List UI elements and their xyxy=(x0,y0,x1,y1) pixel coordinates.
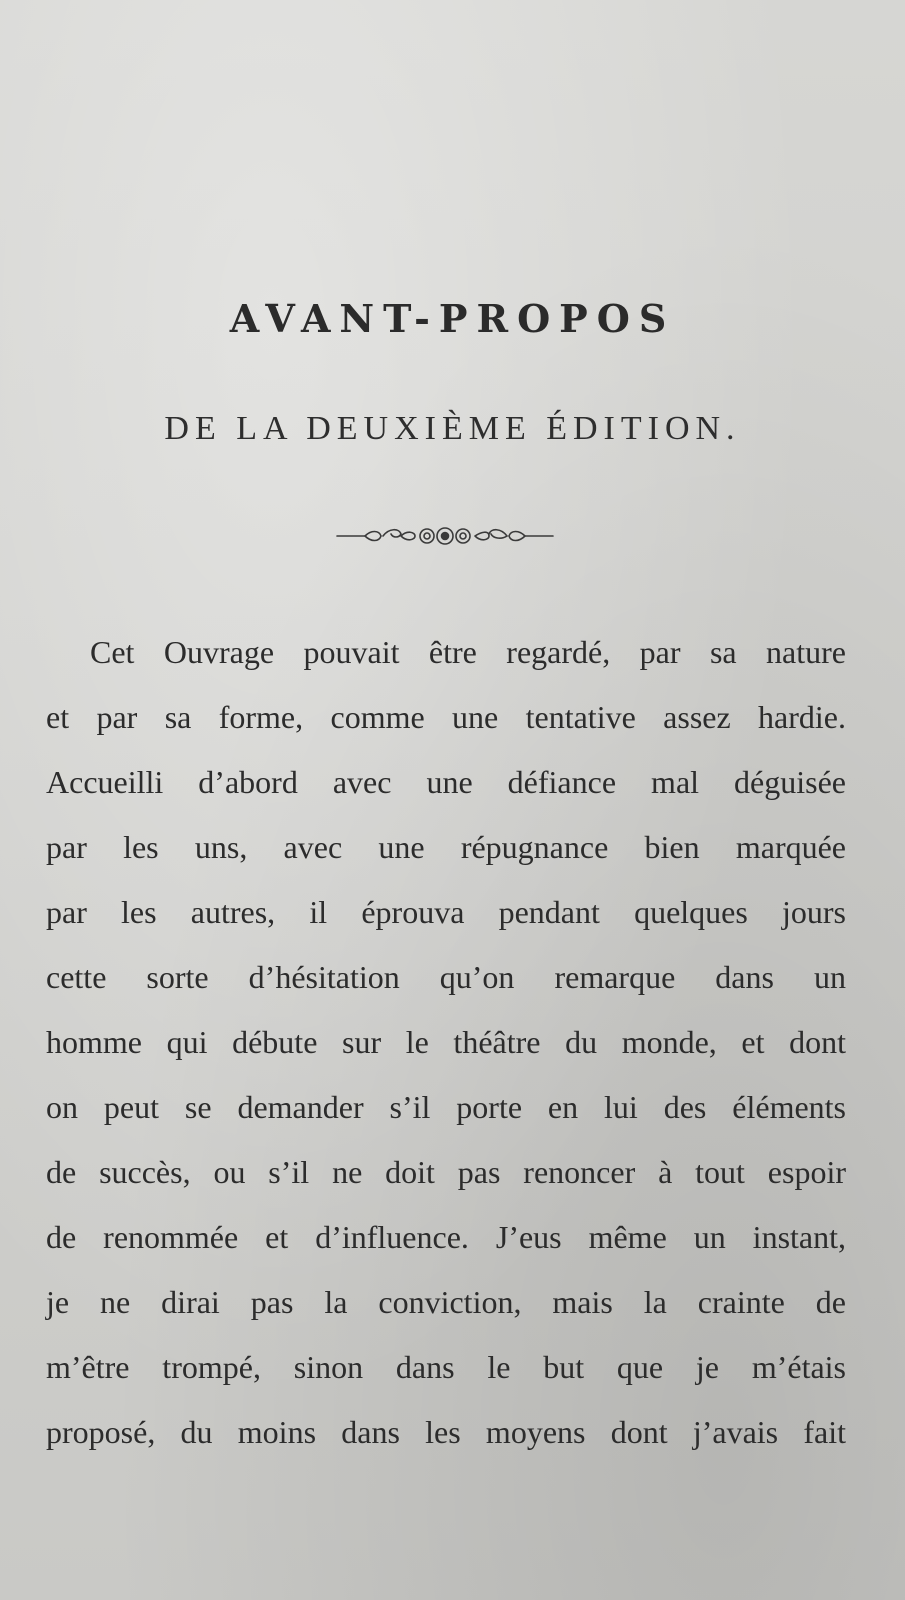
body-paragraph xyxy=(46,620,846,1465)
text-line: Accueilli d’abord avec une défiance mal déguisée xyxy=(46,764,846,800)
text-line: par les autres, il éprouva pendant quelques jours xyxy=(46,894,846,930)
text-line: m’être trompé, sinon dans le but que je m’étais xyxy=(46,1349,846,1385)
text-line: je ne dirai pas la conviction, mais la crainte de xyxy=(46,1284,846,1320)
text-line: proposé, du moins dans les moyens dont j’avais fait xyxy=(46,1414,846,1450)
text-line: de succès, ou s’il ne doit pas renoncer à tout espoir xyxy=(46,1154,846,1190)
page-subtitle: DE LA DEUXIÈME ÉDITION. xyxy=(164,410,741,447)
text-line: Cet Ouvrage pouvait être regardé, par sa nature xyxy=(90,634,846,670)
text-line: et par sa forme, comme une tentative assez hardie. xyxy=(46,699,846,735)
text-line: cette sorte d’hésitation qu’on remarque dans un xyxy=(46,959,846,995)
text-line: homme qui débute sur le théâtre du monde, et dont xyxy=(46,1024,846,1060)
text-line: de renommée et d’influence. J’eus même un instant, xyxy=(46,1219,846,1255)
page-title: AVANT-PROPOS xyxy=(229,296,676,341)
text-line: on peut se demander s’il porte en lui des éléments xyxy=(46,1089,846,1125)
text-line: par les uns, avec une répugnance bien marquée xyxy=(46,829,846,865)
decorative-flourish-icon xyxy=(335,524,555,548)
